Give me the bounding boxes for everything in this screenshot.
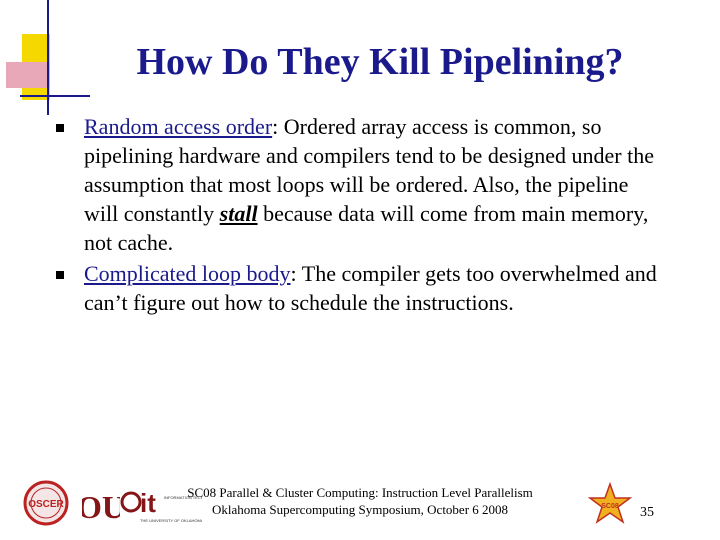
bullet-text	[84, 112, 668, 257]
sc08-star-graphic	[588, 482, 632, 526]
it-logo-text: it	[140, 488, 156, 518]
bullet-term: Complicated loop body	[84, 261, 291, 286]
page-number: 35	[640, 505, 654, 520]
oscer-logo-text: OSCER	[28, 499, 64, 510]
bullet-emphasis: stall	[219, 201, 258, 226]
ou-logo	[82, 482, 120, 531]
bullet-separator: :	[272, 114, 279, 139]
bullet-body-end: because data will come from main memory, not cache.	[84, 201, 649, 255]
it-logo-caption: INFORMATION TEC	[164, 495, 201, 500]
footer-text	[150, 484, 570, 518]
bullet-term: Random access order	[84, 114, 273, 139]
bullet-item	[48, 259, 668, 317]
bullet-body: Ordered array access is common, so pipelining hardware and compilers tend to be designed under the assumption that most loops will be ordered. Also, the pipeline will constantly	[84, 114, 654, 226]
bullet-marker	[56, 271, 64, 279]
oscer-seal-graphic	[16, 480, 76, 526]
bullet-item	[48, 112, 668, 257]
sc08-logo	[588, 482, 632, 531]
bullet-text	[84, 259, 668, 317]
bullet-marker	[56, 124, 64, 132]
ou-logo-text: OU	[82, 489, 120, 525]
bullet-separator: :	[290, 261, 297, 286]
footer-line-1: SC08 Parallel & Cluster Computing: Instruction Level Parallelism	[187, 485, 533, 500]
bullet-list	[48, 112, 668, 319]
ou-logo-graphic	[82, 482, 120, 526]
oscer-logo	[16, 480, 76, 531]
sc08-logo-text: SC08	[601, 503, 619, 510]
footer-line-2: Oklahoma Supercomputing Symposium, October 6 2008	[211, 502, 509, 517]
bullet-body: The compiler gets too overwhelmed and can’t figure out how to schedule the instructions.	[84, 261, 657, 315]
page-title: How Do They Kill Pipelining?	[136, 41, 624, 83]
it-logo-subcaption: THE UNIVERSITY OF OKLAHOMA	[140, 518, 202, 523]
